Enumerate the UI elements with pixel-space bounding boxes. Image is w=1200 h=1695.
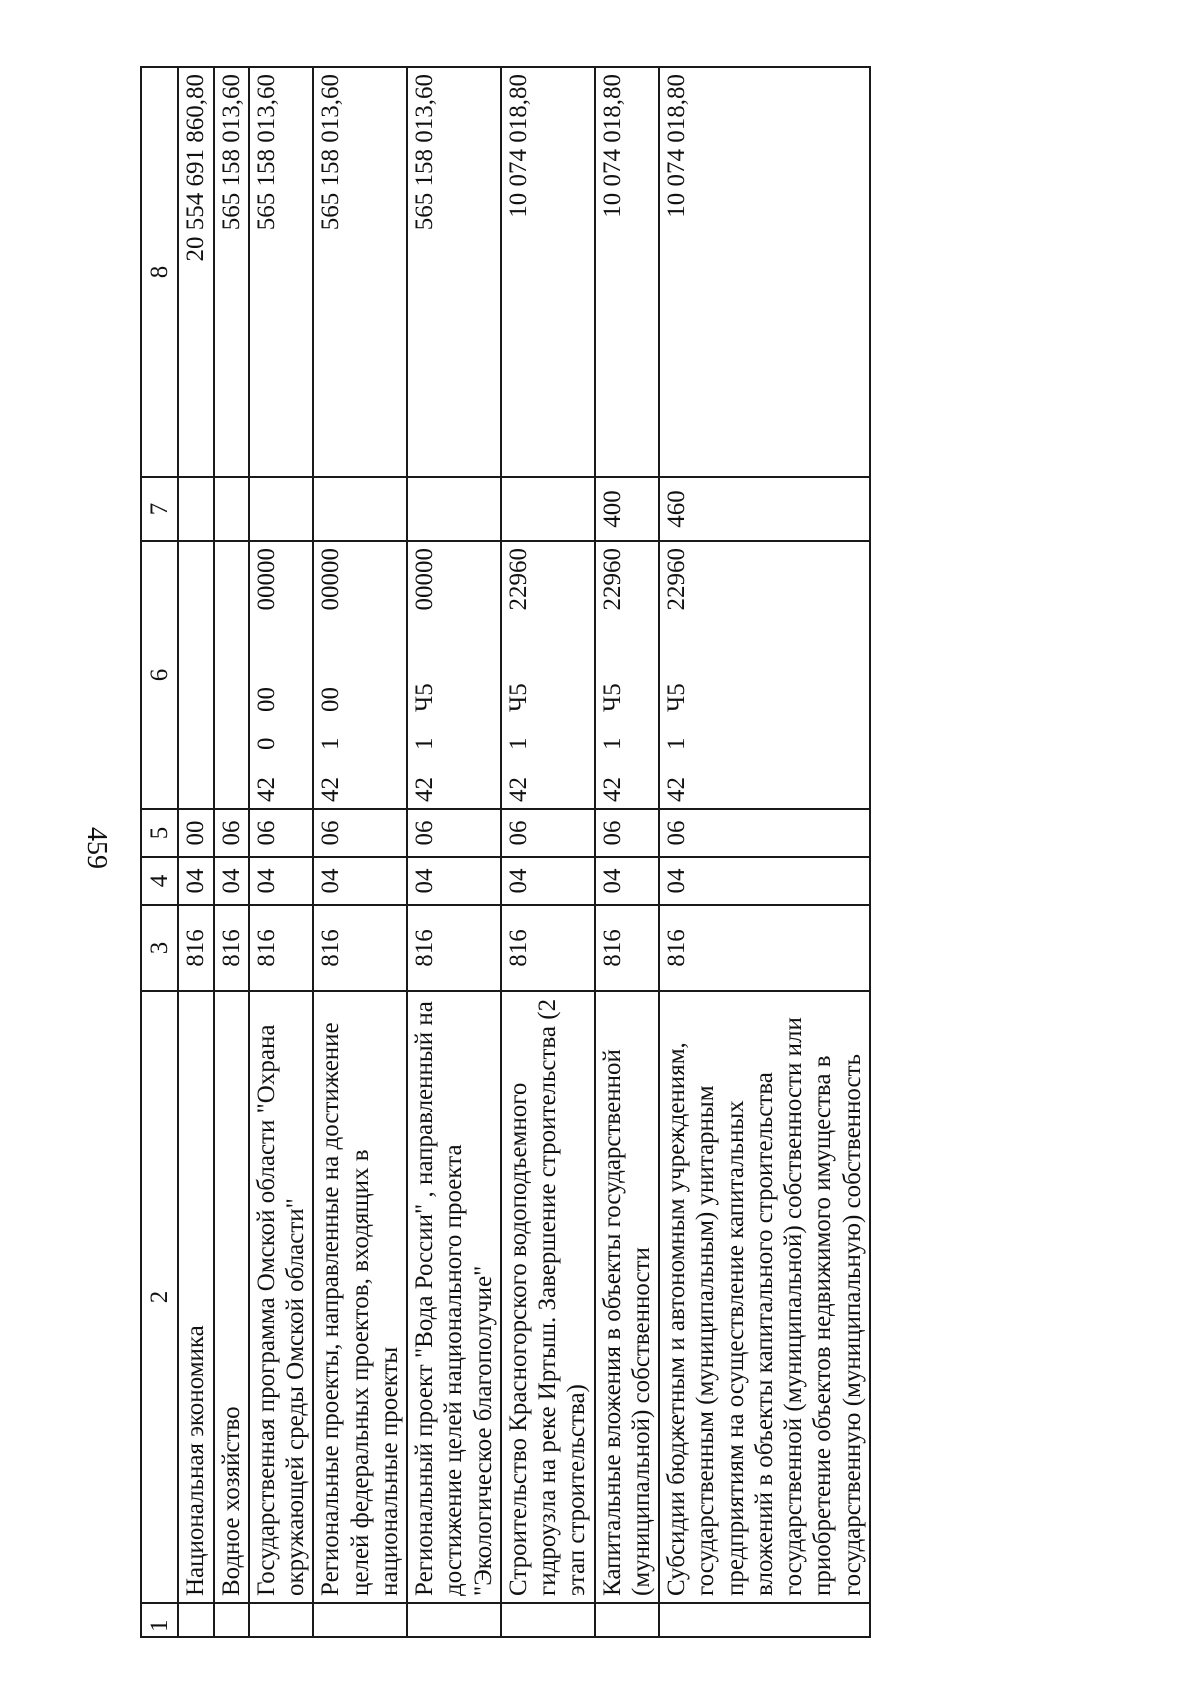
cs-part: Ч5: [504, 683, 532, 712]
budget-table: [140, 66, 871, 1638]
cs-part: 42: [598, 777, 626, 802]
row-vr: 460: [659, 477, 870, 541]
row-sum: 20 554 691 860,80: [178, 67, 213, 477]
row-rz: 04: [214, 857, 249, 905]
row-cs: [659, 541, 870, 809]
row-sum: 565 158 013,60: [214, 67, 249, 477]
row-cs: [178, 541, 213, 809]
cs-part: 42: [504, 777, 532, 802]
row-pr: 06: [249, 809, 314, 857]
table-row: [407, 67, 501, 1637]
table-row: [659, 67, 870, 1637]
row-gr: 816: [313, 905, 407, 991]
row-name: Государственная программа Омской области "Охрана окружающей среды Омской области": [249, 991, 314, 1603]
cs-part: 42: [252, 777, 280, 802]
row-gr: 816: [178, 905, 213, 991]
row-name: Капитальные вложения в объекты государственной (муниципальной) собственности: [595, 991, 660, 1603]
row-vr: [249, 477, 314, 541]
table-row: [249, 67, 314, 1637]
row-name: Национальная экономика: [178, 991, 213, 1603]
cs-part: 1: [663, 737, 690, 750]
table-row: [178, 67, 213, 1637]
header-row: [141, 67, 178, 1637]
row-gr: 816: [595, 905, 660, 991]
cs-part: 1: [317, 737, 345, 750]
row-sum: 10 074 018,80: [595, 67, 660, 477]
row-gr: 816: [214, 905, 249, 991]
row-cs: [313, 541, 407, 809]
table-row: [313, 67, 407, 1637]
row-vr: [214, 477, 249, 541]
cs-part: 00000: [317, 548, 345, 611]
header-cell-1: 1: [141, 1603, 178, 1637]
cs-part: 1: [598, 737, 626, 750]
table-row: [501, 67, 595, 1637]
row-sum: 565 158 013,60: [313, 67, 407, 477]
header-cell-7: 7: [141, 477, 178, 541]
cs-part: 00000: [411, 548, 438, 611]
row-rz: 04: [407, 857, 501, 905]
row-pr: 06: [501, 809, 595, 857]
row-vr: [407, 477, 501, 541]
row-gr: 816: [407, 905, 501, 991]
header-cell-2: 2: [141, 991, 178, 1603]
row-number-cell: [214, 1603, 249, 1637]
cs-part: 22960: [598, 548, 626, 611]
table-row: [595, 67, 660, 1637]
row-sum: 565 158 013,60: [407, 67, 501, 477]
row-cs: [595, 541, 660, 809]
row-cs: [214, 541, 249, 809]
row-rz: 04: [249, 857, 314, 905]
row-sum: 565 158 013,60: [249, 67, 314, 477]
row-pr: 06: [659, 809, 870, 857]
row-rz: 04: [595, 857, 660, 905]
row-gr: 816: [249, 905, 314, 991]
cs-part: 42: [411, 777, 438, 802]
cs-part: 42: [317, 777, 345, 802]
row-pr: 06: [214, 809, 249, 857]
row-name: Водное хозяйство: [214, 991, 249, 1603]
row-rz: 04: [659, 857, 870, 905]
row-pr: 06: [313, 809, 407, 857]
table-row: [214, 67, 249, 1637]
row-cs: [501, 541, 595, 809]
row-pr: 06: [595, 809, 660, 857]
row-number-cell: [178, 1603, 213, 1637]
row-number-cell: [407, 1603, 501, 1637]
row-number-cell: [595, 1603, 660, 1637]
row-rz: 04: [313, 857, 407, 905]
cs-part: 22960: [504, 548, 532, 611]
cs-part: 0: [252, 737, 280, 750]
row-vr: [178, 477, 213, 541]
header-cell-5: 5: [141, 809, 178, 857]
row-number-cell: [249, 1603, 314, 1637]
page-number: 459: [81, 827, 112, 869]
row-vr: [313, 477, 407, 541]
row-name: Строительство Красногорского водоподъемного гидроузла на реке Иртыш. Завершение строительства (2 этап строительства): [501, 991, 595, 1603]
row-cs: [249, 541, 314, 809]
cs-part: Ч5: [663, 683, 690, 712]
row-sum: 10 074 018,80: [501, 67, 595, 477]
header-cell-8: 8: [141, 67, 178, 477]
row-number-cell: [659, 1603, 870, 1637]
row-number-cell: [313, 1603, 407, 1637]
row-rz: 04: [178, 857, 213, 905]
cs-part: 1: [504, 737, 532, 750]
row-name: Региональный проект "Вода России" , направленный на достижение целей национального проекта "Экологическое благополучие": [407, 991, 501, 1603]
cs-part: 00000: [252, 548, 280, 611]
row-pr: 06: [407, 809, 501, 857]
cs-part: Ч5: [411, 683, 438, 712]
row-gr: 816: [659, 905, 870, 991]
header-cell-3: 3: [141, 905, 178, 991]
cs-part: 22960: [663, 548, 690, 611]
rotated-table-wrapper: [140, 68, 871, 1638]
cs-part: Ч5: [598, 683, 626, 712]
row-name: Региональные проекты, направленные на достижение целей федеральных проектов, входящих в национальные проекты: [313, 991, 407, 1603]
row-rz: 04: [501, 857, 595, 905]
row-number-cell: [501, 1603, 595, 1637]
cs-part: 42: [663, 777, 690, 802]
row-gr: 816: [501, 905, 595, 991]
row-pr: 00: [178, 809, 213, 857]
row-cs: [407, 541, 501, 809]
cs-part: 00: [317, 687, 345, 712]
row-vr: 400: [595, 477, 660, 541]
row-sum: 10 074 018,80: [659, 67, 870, 477]
header-cell-6: 6: [141, 541, 178, 809]
header-cell-4: 4: [141, 857, 178, 905]
cs-part: 00: [252, 687, 280, 712]
row-name: Субсидии бюджетным и автономным учреждениям, государственным (муниципальным) унитарным предприятиям на осуществление капитальных вложений в объекты капитального строительства государственной (муниципальной) собственности или приобретение объектов недвижимого имущества в государственную (муниципальную) собственность: [659, 991, 870, 1603]
cs-part: 1: [411, 737, 438, 750]
row-vr: [501, 477, 595, 541]
